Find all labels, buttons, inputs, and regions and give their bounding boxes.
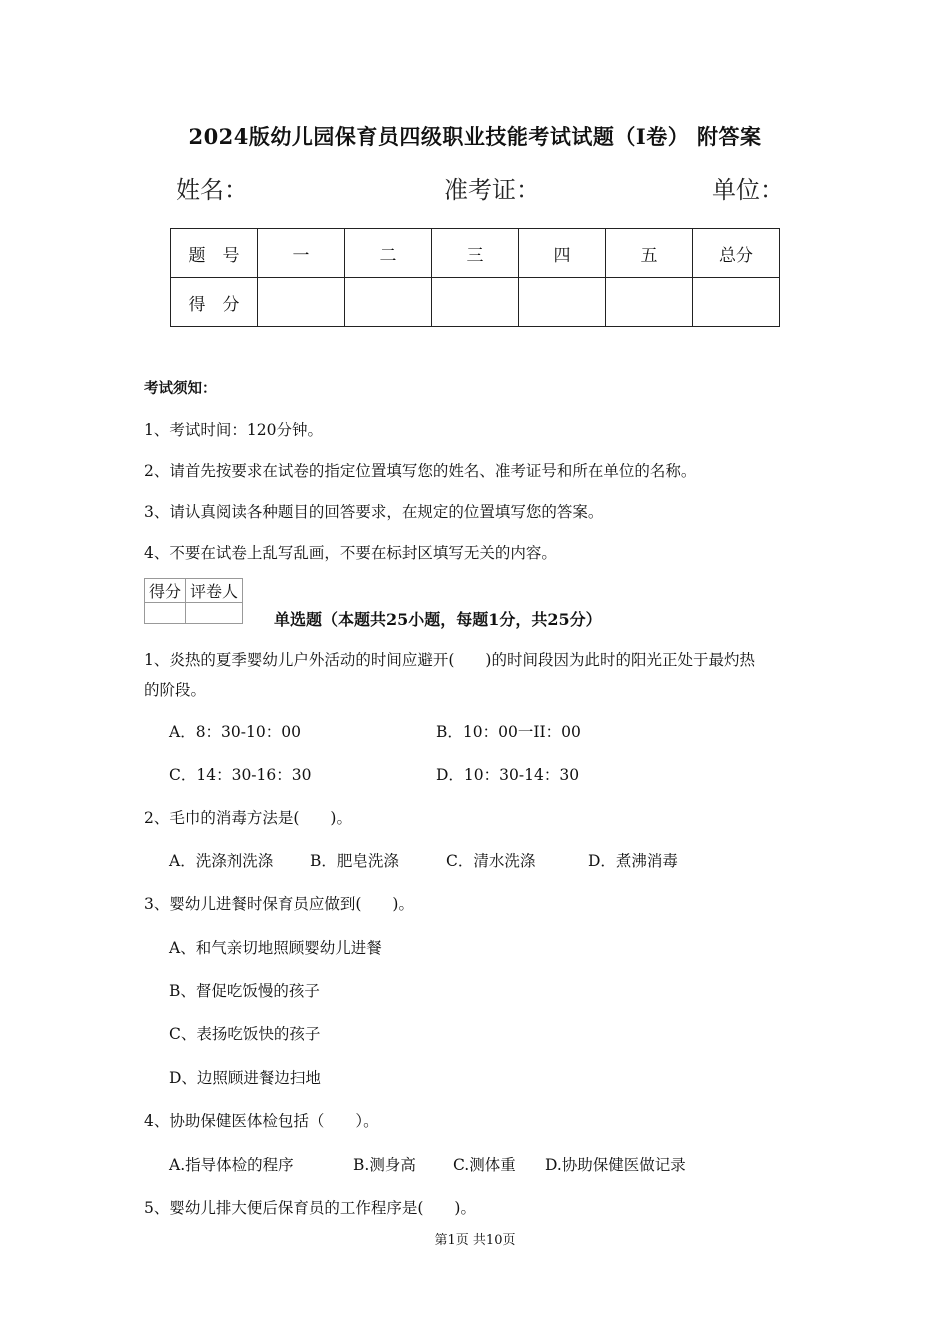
score-table-cell bbox=[693, 278, 780, 327]
grader-box-grader-cell bbox=[186, 603, 243, 624]
page-footer: 第1页 共10页 bbox=[434, 1233, 516, 1248]
question-4-text: 4、协助保健医体检包括（ ）。 bbox=[144, 1112, 379, 1130]
question-1-option-d: D．10：30-14：30 bbox=[436, 766, 580, 784]
score-table-header-row bbox=[171, 229, 780, 278]
score-table-cell: 三 bbox=[432, 229, 519, 278]
notice-item: 3、请认真阅读各种题目的回答要求，在规定的位置填写您的答案。 bbox=[144, 503, 604, 521]
grader-box bbox=[144, 578, 243, 624]
question-2-option-d: D．煮沸消毒 bbox=[588, 852, 678, 870]
question-2-option-c: C．清水洗涤 bbox=[446, 852, 536, 870]
score-table-cell: 二 bbox=[345, 229, 432, 278]
question-2-option-b: B．肥皂洗涤 bbox=[310, 852, 399, 870]
question-3-option-c: C、表扬吃饭快的孩子 bbox=[169, 1025, 321, 1043]
grader-box-score-label: 得分 bbox=[145, 579, 186, 603]
question-4-option-a: A.指导体检的程序 bbox=[169, 1156, 294, 1174]
question-1-option-a: A．8：30-10：00 bbox=[169, 723, 301, 741]
score-table-cell bbox=[606, 278, 693, 327]
question-4-option-b: B.测身高 bbox=[353, 1156, 416, 1174]
question-1-text: 1、炎热的夏季婴幼儿户外活动的时间应避开( )的时间段因为此时的阳光正处于最灼热 bbox=[144, 651, 755, 669]
question-1-option-c: C．14：30-16：30 bbox=[169, 766, 312, 784]
score-table-cell bbox=[432, 278, 519, 327]
question-3-option-a: A、和气亲切地照顾婴幼儿进餐 bbox=[169, 939, 382, 957]
score-table-cell bbox=[258, 278, 345, 327]
score-table-cell: 总分 bbox=[693, 229, 780, 278]
question-5-text: 5、婴幼儿排大便后保育员的工作程序是( )。 bbox=[144, 1199, 476, 1217]
name-field-label: 姓名： bbox=[176, 176, 248, 204]
question-2-text: 2、毛巾的消毒方法是( )。 bbox=[144, 809, 352, 827]
question-1-text-cont: 的阶段。 bbox=[144, 681, 207, 699]
score-table-cell: 四 bbox=[519, 229, 606, 278]
score-table-cell bbox=[519, 278, 606, 327]
score-table-cell: 一 bbox=[258, 229, 345, 278]
score-table-cell: 题 号 bbox=[171, 229, 258, 278]
grader-box-grader-label: 评卷人 bbox=[186, 579, 243, 603]
question-1-option-b: B．10：00一II：00 bbox=[436, 723, 581, 741]
notice-item: 2、请首先按要求在试卷的指定位置填写您的姓名、准考证号和所在单位的名称。 bbox=[144, 462, 697, 480]
notice-item: 4、不要在试卷上乱写乱画，不要在标封区填写无关的内容。 bbox=[144, 544, 557, 562]
question-4-option-d: D.协助保健医做记录 bbox=[545, 1156, 686, 1174]
question-3-option-d: D、边照顾进餐边扫地 bbox=[169, 1069, 321, 1087]
question-3-option-b: B、督促吃饭慢的孩子 bbox=[169, 982, 320, 1000]
score-table-cell bbox=[345, 278, 432, 327]
question-3-text: 3、婴幼儿进餐时保育员应做到( )。 bbox=[144, 895, 414, 913]
score-table bbox=[170, 228, 780, 327]
score-table-score-row bbox=[171, 278, 780, 327]
score-table-cell: 五 bbox=[606, 229, 693, 278]
exam-id-field-label: 准考证： bbox=[444, 176, 540, 204]
grader-box-score-cell bbox=[145, 603, 186, 624]
notice-item: 1、考试时间：120分钟。 bbox=[144, 421, 323, 439]
question-2-option-a: A．洗涤剂洗涤 bbox=[169, 852, 274, 870]
unit-field-label: 单位： bbox=[712, 176, 784, 204]
notice-heading: 考试须知： bbox=[144, 380, 217, 397]
question-4-option-c: C.测体重 bbox=[453, 1156, 516, 1174]
section-heading: 单选题（本题共25小题，每题1分，共25分） bbox=[274, 610, 602, 629]
score-table-cell: 得 分 bbox=[171, 278, 258, 327]
document-title: 2024版幼儿园保育员四级职业技能考试试题（I卷） 附答案 bbox=[188, 124, 762, 149]
